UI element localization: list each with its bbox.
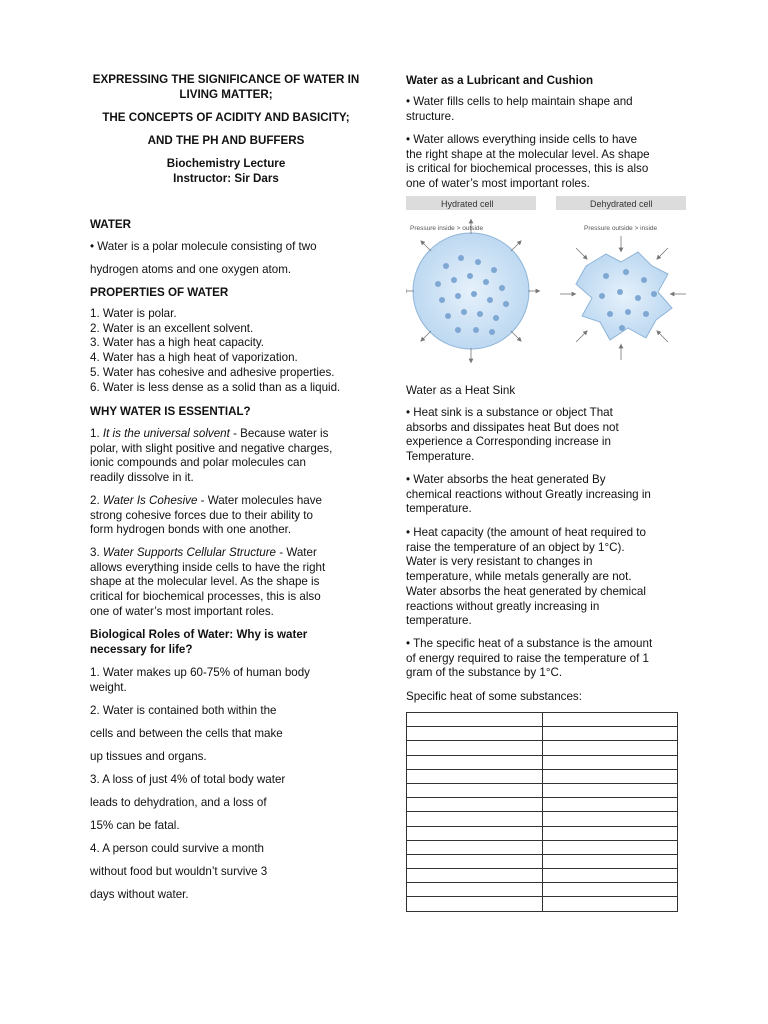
lubricant-heading: Water as a Lubricant and Cushion xyxy=(406,74,594,87)
why1-text: - Because water is xyxy=(229,427,329,440)
lub2-line: the right shape at the molecular level. As shape xyxy=(406,147,650,161)
bio-line: days without water. xyxy=(90,888,189,901)
list-item: 1. Water is polar. xyxy=(90,307,177,320)
why2-line: strong cohesive forces due to their ability to xyxy=(90,508,313,522)
why-item-1 xyxy=(90,427,332,486)
list-item: 4. Water has a high heat of vaporization. xyxy=(90,351,298,365)
heat-item-4 xyxy=(406,637,652,681)
title-line-3: THE CONCEPTS OF ACIDITY AND BASICITY; xyxy=(102,111,350,124)
table-row xyxy=(407,841,677,855)
course-name: Biochemistry Lecture xyxy=(166,157,286,170)
heat3-line: Water absorbs the heat generated by chemical xyxy=(406,584,646,598)
why2-line: form hydrogen bonds with one another. xyxy=(90,523,292,537)
bio-heading-line: necessary for life? xyxy=(90,642,193,656)
heat-item-2 xyxy=(406,473,651,517)
water-text-1: • Water is a polar molecule consisting of two xyxy=(90,240,317,253)
table-row xyxy=(407,883,677,897)
heat4-line: gram of the substance by 1°C. xyxy=(406,666,563,680)
why3-line: allows everything inside cells to have the right xyxy=(90,560,326,574)
water-text-2: hydrogen atoms and one oxygen atom. xyxy=(90,263,292,276)
bio1-line: weight. xyxy=(90,680,127,694)
title-line-4: AND THE PH AND BUFFERS xyxy=(147,134,305,147)
title-line-1: EXPRESSING THE SIGNIFICANCE OF WATER IN xyxy=(92,73,360,86)
lub2-line: is critical for biochemical processes, this is also xyxy=(406,162,649,176)
bio-line: 3. A loss of just 4% of total body water xyxy=(90,773,286,786)
heat3-line: reactions without greatly increasing in xyxy=(406,599,600,613)
bio-line: 4. A person could survive a month xyxy=(90,842,265,855)
table-caption: Specific heat of some substances: xyxy=(406,690,582,703)
why2-num: 2. xyxy=(90,494,103,507)
title-line-2: LIVING MATTER; xyxy=(179,88,273,101)
heat-sink-heading: Water as a Heat Sink xyxy=(406,384,516,397)
why2-text: - Water molecules have xyxy=(197,494,322,507)
bio-line: up tissues and organs. xyxy=(90,750,207,763)
heat2-line: temperature. xyxy=(406,502,472,516)
instructor: Instructor: Sir Dars xyxy=(173,172,279,185)
why-item-3 xyxy=(90,546,325,620)
cell-hydration-figure xyxy=(406,196,686,366)
why1-line: polar, with slight positive and negative charges, xyxy=(90,441,333,455)
heat4-line: • The specific heat of a substance is the amount xyxy=(406,637,653,650)
properties-list xyxy=(90,307,340,395)
lub1-line: structure. xyxy=(406,109,455,123)
why1-line: readily dissolve in it. xyxy=(90,471,194,485)
list-item: 5. Water has cohesive and adhesive properties. xyxy=(90,365,335,379)
table-row xyxy=(407,770,677,784)
heat-item-3 xyxy=(406,526,646,629)
table-row xyxy=(407,784,677,798)
dehydrated-label: Dehydrated cell xyxy=(590,199,653,209)
heat2-line: chemical reactions without Greatly increasing in xyxy=(406,487,651,501)
why3-text: - Water xyxy=(276,546,317,559)
why-item-2 xyxy=(90,494,322,538)
table-row xyxy=(407,798,677,812)
bio-heading xyxy=(90,628,307,657)
why3-title: Water Supports Cellular Structure xyxy=(102,546,277,559)
heat3-line: raise the temperature of an object by 1°C). xyxy=(406,540,625,554)
why3-line: shape at the molecular level. As the shape is xyxy=(90,575,320,589)
table-row xyxy=(407,855,677,869)
lubricant-item-1 xyxy=(406,95,633,124)
table-row xyxy=(407,741,677,755)
properties-heading: PROPERTIES OF WATER xyxy=(90,286,229,299)
bio-line: 15% can be fatal. xyxy=(90,819,180,832)
heat3-line: • Heat capacity (the amount of heat required to xyxy=(406,526,646,539)
bio-heading-line: Biological Roles of Water: Why is water xyxy=(90,628,308,641)
list-item: 3. Water has a high heat capacity. xyxy=(90,336,265,350)
specific-heat-table xyxy=(406,712,678,912)
table-row xyxy=(407,869,677,883)
heat2-line: • Water absorbs the heat generated By xyxy=(406,473,606,486)
table-row xyxy=(407,756,677,770)
heat3-line: temperature. xyxy=(406,614,472,628)
heat1-line: Temperature. xyxy=(406,450,475,464)
why3-line: one of water’s most important roles. xyxy=(90,604,274,618)
why2-title: Water Is Cohesive xyxy=(102,494,198,507)
why-heading: WHY WATER IS ESSENTIAL? xyxy=(90,405,251,418)
table-row xyxy=(407,727,677,741)
heat1-line: absorbs and dissipates heat But does not xyxy=(406,420,619,434)
hydrated-label: Hydrated cell xyxy=(441,199,494,209)
bio-line: leads to dehydration, and a loss of xyxy=(90,796,267,809)
why1-title: It is the universal solvent xyxy=(102,427,230,440)
hydrated-caption: Pressure inside > outside xyxy=(410,225,484,232)
heat3-line: temperature, while metals generally are not. xyxy=(406,570,632,584)
lub2-line: one of water’s most important roles. xyxy=(406,177,590,191)
table-row xyxy=(407,827,677,841)
bio1-line: 1. Water makes up 60-75% of human body xyxy=(90,666,310,679)
heat4-line: of energy required to raise the temperature of 1 xyxy=(406,651,649,665)
why3-line: critical for biochemical processes, this is also xyxy=(90,590,321,604)
lubricant-item-2 xyxy=(406,133,650,192)
heat3-line: Water is very resistant to changes in xyxy=(406,555,593,569)
bio-line: cells and between the cells that make xyxy=(90,727,283,740)
heat1-line: • Heat sink is a substance or object That xyxy=(406,406,613,419)
table-row xyxy=(407,713,677,727)
table-row xyxy=(407,812,677,826)
lub2-line: • Water allows everything inside cells to have xyxy=(406,133,638,146)
bio-item-1 xyxy=(90,666,310,695)
list-item: 6. Water is less dense as a solid than as a liquid. xyxy=(90,380,341,394)
table-row xyxy=(407,897,677,911)
bio-line: without food but wouldn’t survive 3 xyxy=(90,865,268,878)
why3-num: 3. xyxy=(90,546,103,559)
bio-line: 2. Water is contained both within the xyxy=(90,704,277,717)
list-item: 2. Water is an excellent solvent. xyxy=(90,321,254,335)
heat1-line: experience a Corresponding increase in xyxy=(406,435,611,449)
why1-num: 1. xyxy=(90,427,103,440)
lub1-line: • Water fills cells to help maintain shape and xyxy=(406,95,633,108)
why1-line: ionic compounds and polar molecules can xyxy=(90,456,306,470)
water-heading: WATER xyxy=(90,218,132,231)
heat-item-1 xyxy=(406,406,619,465)
dehydrated-caption: Pressure outside > inside xyxy=(584,225,658,232)
